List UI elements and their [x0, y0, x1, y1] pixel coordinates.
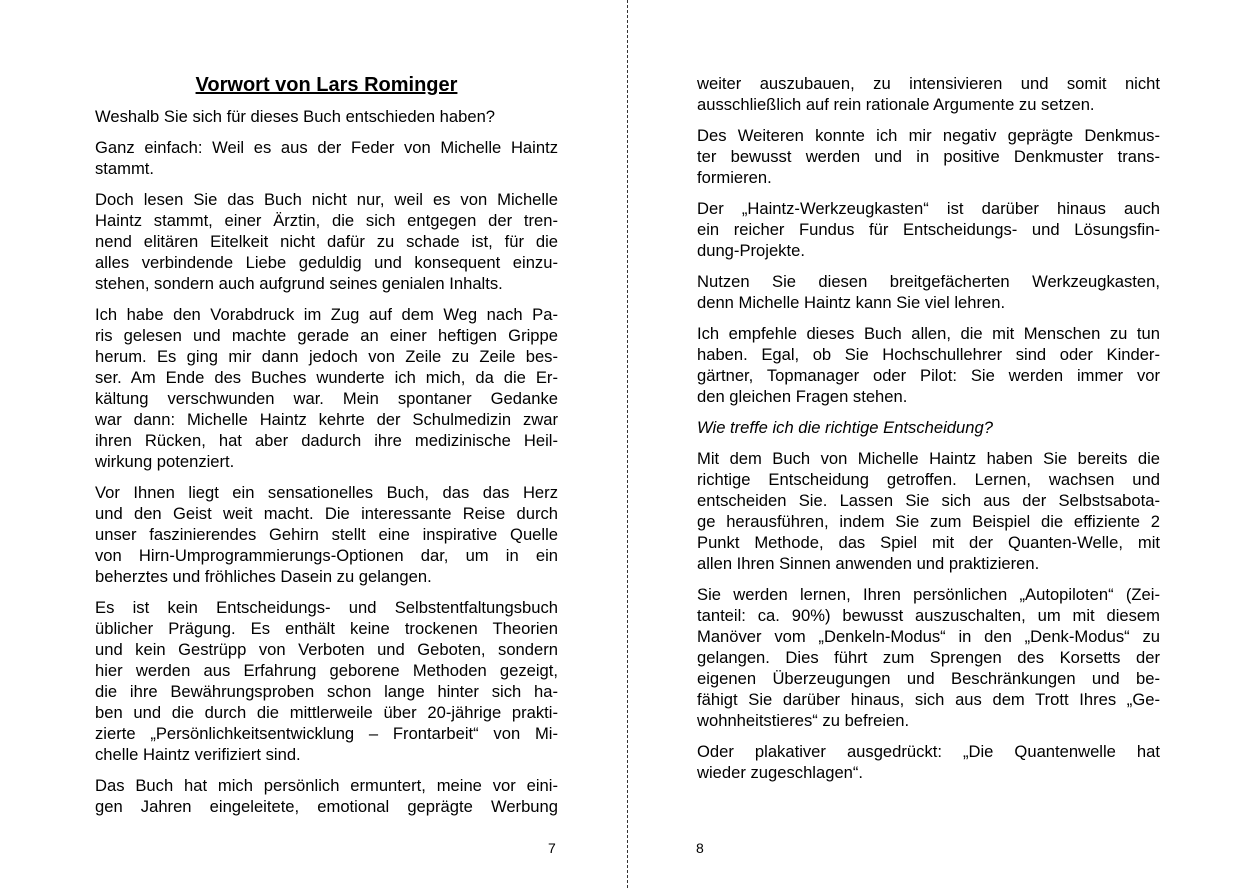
text-line: ris gelesen und machte gerade an einer heftigen Grippe [95, 326, 558, 345]
text-line: entscheiden Sie. Lassen Sie sich aus der Selbstsabota- [697, 491, 1160, 510]
text-line: Punkt Methode, das Spiel mit der Quanten-Welle, mit [697, 533, 1160, 552]
text-line: Doch lesen Sie das Buch nicht nur, weil es von Michelle [95, 190, 558, 209]
paragraph [95, 597, 558, 765]
text-line: Ganz einfach: Weil es aus der Feder von Michelle Haintz [95, 138, 558, 157]
text-line: nend elitären Eitelkeit nicht dafür zu schade ist, für die [95, 232, 558, 251]
text-line: Das Buch hat mich persönlich ermuntert, meine vor eini- [95, 776, 558, 795]
paragraph [95, 137, 558, 179]
left-page-body [95, 73, 558, 827]
text-line: wohnheitstieres“ zu befreien. [697, 711, 910, 730]
text-line: stammt. [95, 159, 155, 178]
paragraph [697, 741, 1160, 783]
paragraph [95, 482, 558, 587]
text-line: Des Weiteren konnte ich mir negativ geprägte Denkmus- [697, 126, 1160, 145]
paragraph [697, 584, 1160, 731]
text-line: Vor Ihnen liegt ein sensationelles Buch, das das Herz [95, 483, 558, 502]
paragraph [95, 189, 558, 294]
paragraph [697, 125, 1160, 188]
paragraph [697, 323, 1160, 407]
text-line: Ich habe den Vorabdruck im Zug auf dem Weg nach Pa- [95, 305, 558, 324]
subheading [697, 417, 1160, 438]
text-line: ter bewusst werden und in positive Denkmuster trans- [697, 147, 1160, 166]
text-line: Sie werden lernen, Ihren persönlichen „Autopiloten“ (Zei- [697, 585, 1160, 604]
text-line: Haintz stammt, einer Ärztin, die sich entgegen der tren- [95, 211, 558, 230]
text-line: zierte „Persönlichkeitsentwicklung – Frontarbeit“ von Mi- [95, 724, 558, 743]
text-line: kältung verschwunden war. Mein spontaner Gedanke [95, 389, 558, 408]
right-page-paragraphs [697, 73, 1160, 783]
text-line: hier werden aus Erfahrung geborene Methoden gezeigt, [95, 661, 558, 680]
text-line: fähigt Sie darüber hinaus, sich aus dem Trott Ihres „Ge- [697, 690, 1160, 709]
text-line: Mit dem Buch von Michelle Haintz haben Sie bereits die [697, 449, 1160, 468]
paragraph [95, 304, 558, 472]
text-line: ben und die durch die mittlerweile über 20-jährige prakti- [95, 703, 558, 722]
text-line: Wie treffe ich die richtige Entscheidung? [697, 418, 993, 437]
text-line: dung-Projekte. [697, 241, 805, 260]
text-line: allen Ihren Sinnen anwenden und praktizieren. [697, 554, 1040, 573]
text-line: chelle Haintz verifiziert sind. [95, 745, 301, 764]
text-line: die ihre Bewährungsproben schon lange hinter sich ha- [95, 682, 558, 701]
text-line: und kein Gestrüpp von Verboten und Geboten, sondern [95, 640, 558, 659]
paragraph [697, 448, 1160, 574]
text-line: Manöver vom „Denkeln-Modus“ in den „Denk-Modus“ zu [697, 627, 1160, 646]
text-line: Weshalb Sie sich für dieses Buch entschieden haben? [95, 107, 496, 126]
text-line: stehen, sondern auch aufgrund seines genialen Inhalts. [95, 274, 503, 293]
paragraph [95, 775, 558, 817]
text-line: ser. Am Ende des Buches wunderte ich mich, da die Er- [95, 368, 558, 387]
text-line: unser faszinierendes Gehirn stellt eine inspirative Quelle [95, 525, 558, 544]
text-line: gärtner, Topmanager oder Pilot: Sie werden immer vor [697, 366, 1160, 385]
text-line: ihren Rücken, hat aber dadurch ihre medizinische Heil- [95, 431, 558, 450]
paragraph [697, 198, 1160, 261]
paragraph [95, 106, 558, 127]
page-divider [627, 0, 628, 888]
text-line: üblicher Prägung. Es enthält keine trockenen Theorien [95, 619, 558, 638]
text-line: Oder plakativer ausgedrückt: „Die Quantenwelle hat [697, 742, 1160, 761]
text-line: den gleichen Fragen stehen. [697, 387, 908, 406]
chapter-title: Vorwort von Lars Rominger [195, 74, 458, 96]
page-number-left: 7 [548, 840, 556, 856]
text-line: Ich empfehle dieses Buch allen, die mit Menschen zu tun [697, 324, 1160, 343]
text-line: eigenen Überzeugungen und Beschränkungen und be- [697, 669, 1160, 688]
text-line: ein reicher Fundus für Entscheidungs- und Lösungsfin- [697, 220, 1160, 239]
text-line: Der „Haintz-Werkzeugkasten“ ist darüber hinaus auch [697, 199, 1160, 218]
paragraph [697, 271, 1160, 313]
text-line: Nutzen Sie diesen breitgefächerten Werkzeugkasten, [697, 272, 1160, 291]
text-line: ausschließlich auf rein rationale Argumente zu setzen. [697, 95, 1095, 114]
text-line: denn Michelle Haintz kann Sie viel lehren. [697, 293, 1006, 312]
text-line: richtige Entscheidung getroffen. Lernen, wachsen und [697, 470, 1160, 489]
text-line: weiter auszubauen, zu intensivieren und somit nicht [697, 74, 1160, 93]
text-line: herum. Es ging mir dann jedoch von Zeile zu Zeile bes- [95, 347, 558, 366]
text-line: von Hirn-Umprogrammierungs-Optionen dar, um in ein [95, 546, 558, 565]
text-line: ge herausführen, indem Sie zum Beispiel die effiziente 2 [697, 512, 1160, 531]
text-line: beherztes und fröhliches Dasein zu gelangen. [95, 567, 432, 586]
text-line: formieren. [697, 168, 772, 187]
left-page-paragraphs [95, 106, 558, 817]
right-page-body [697, 73, 1160, 793]
text-line: Es ist kein Entscheidungs- und Selbstentfaltungsbuch [95, 598, 558, 617]
text-line: alles verbindende Liebe geduldig und konsequent einzu- [95, 253, 558, 272]
text-line: wirkung potenziert. [95, 452, 235, 471]
text-line: und den Geist weit macht. Die interessante Reise durch [95, 504, 558, 523]
page-number-right: 8 [696, 840, 704, 856]
text-line: tanteil: ca. 90%) bewusst auszuschalten, um mit diesem [697, 606, 1160, 625]
text-line: gen Jahren eingeleitete, emotional geprägte Werbung [95, 797, 558, 816]
text-line: gelangen. Dies führt zum Sprengen des Korsetts der [697, 648, 1160, 667]
paragraph [697, 73, 1160, 115]
text-line: haben. Egal, ob Sie Hochschullehrer sind oder Kinder- [697, 345, 1160, 364]
text-line: war dann: Michelle Haintz kehrte der Schulmedizin zwar [95, 410, 558, 429]
text-line: wieder zugeschlagen“. [697, 763, 864, 782]
